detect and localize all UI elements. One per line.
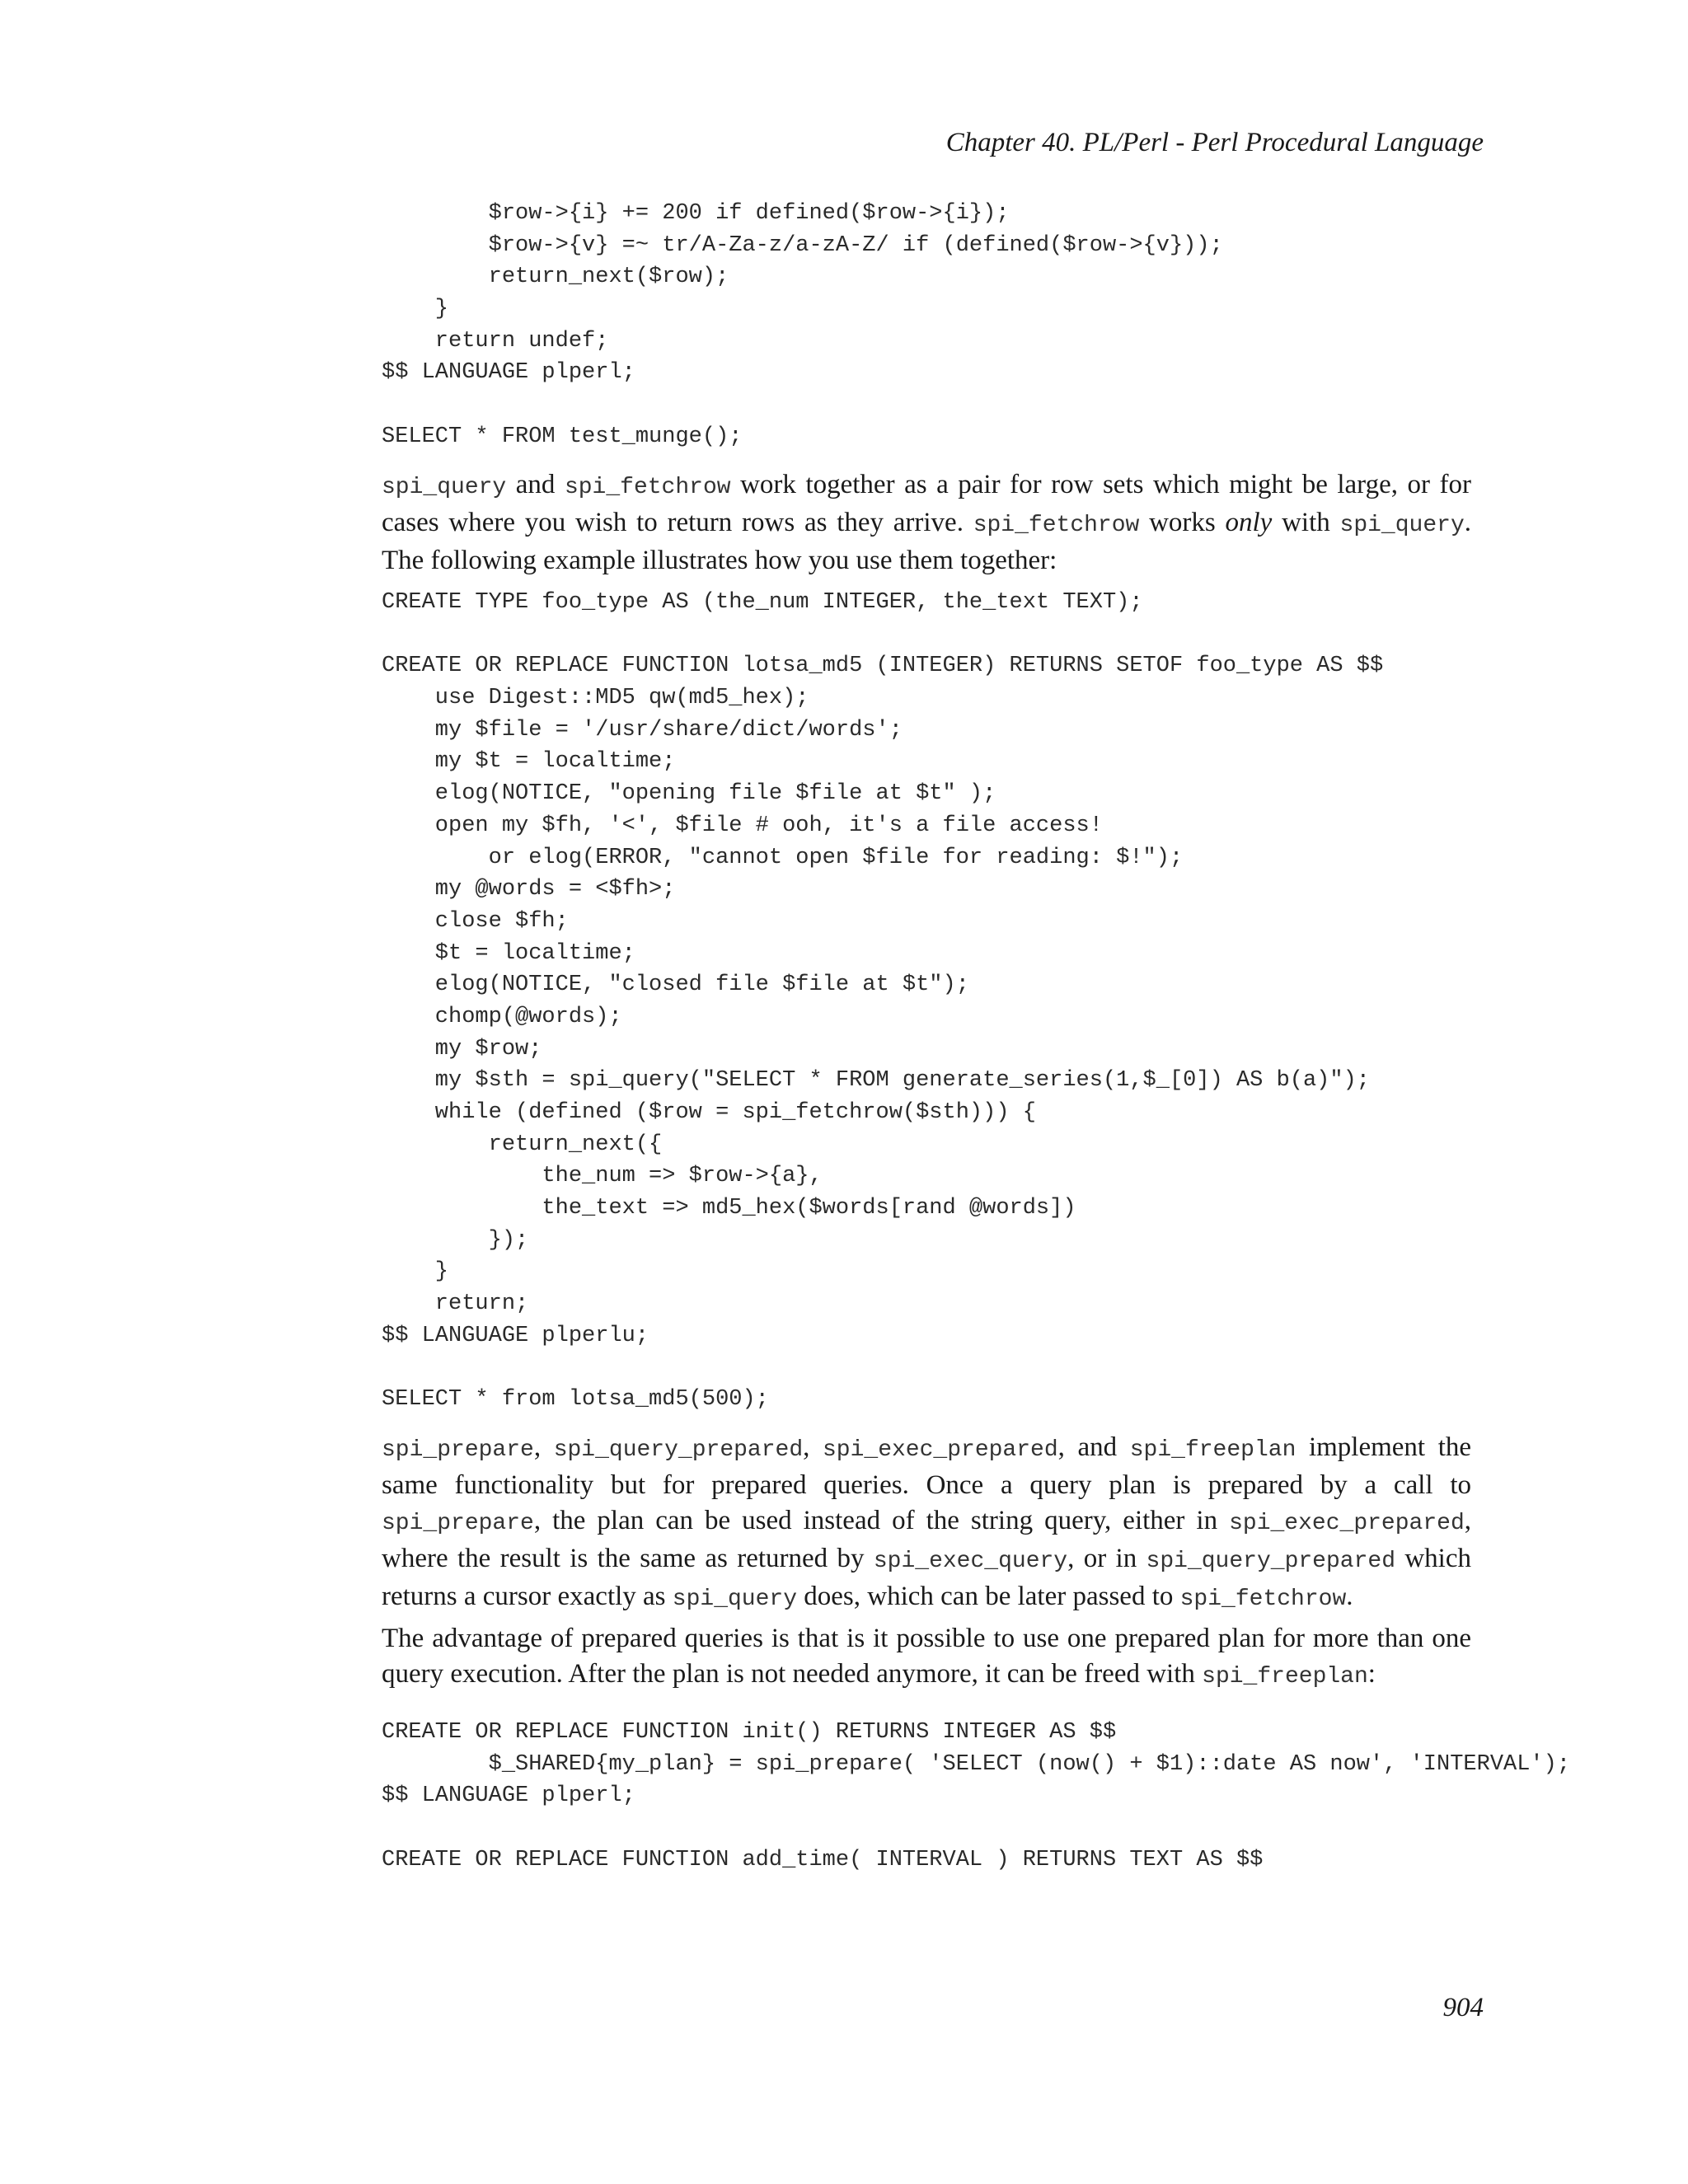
inline-code: spi_exec_query <box>873 1549 1068 1574</box>
inline-code: spi_exec_prepared <box>822 1437 1058 1463</box>
code-line: my $row; <box>382 1036 542 1062</box>
inline-code: spi_query_prepared <box>553 1437 804 1463</box>
code-block-lotsa-md5 <box>382 587 1383 1416</box>
inline-code: spi_prepare <box>382 1437 534 1463</box>
code-line <box>382 1812 1570 1844</box>
code-line: $t = localtime; <box>382 940 635 966</box>
inline-code: spi_query <box>672 1586 798 1612</box>
inline-code: spi_query_prepared <box>1146 1549 1395 1574</box>
code-line: } <box>382 297 449 322</box>
text-run: works <box>1139 508 1226 537</box>
paragraph-advantage-prepared <box>382 1621 1471 1694</box>
code-line: return undef; <box>382 328 609 354</box>
code-line: the_num => $row->{a}, <box>382 1164 823 1189</box>
code-line: elog(NOTICE, "closed file $file at $t"); <box>382 972 969 998</box>
text-run: The advantage of prepared queries is that is it possible to use one prepared plan for more than one query execution. After the plan is not needed anymore, it can be freed with <box>382 1624 1471 1689</box>
text-run: , or in <box>1067 1544 1146 1573</box>
text-run: which returns a cursor exactly as <box>382 1544 1471 1611</box>
inline-code: spi_freeplan <box>1202 1664 1368 1690</box>
code-line: my @words = <$fh>; <box>382 877 676 902</box>
inline-code: spi_fetchrow <box>564 475 731 500</box>
code-line <box>382 619 1383 651</box>
code-line: or elog(ERROR, "cannot open $file for reading: $!"); <box>382 845 1184 870</box>
code-line: $$ LANGUAGE plperl; <box>382 360 635 386</box>
inline-code: spi_fetchrow <box>1179 1586 1347 1612</box>
text-run: , the plan can be used instead of the string query, either in <box>533 1506 1230 1535</box>
code-line: $row->{v} =~ tr/A-Za-z/a-zA-Z/ if (defined($row->{v})); <box>382 232 1223 258</box>
code-block-test-munge-end <box>382 198 1223 453</box>
code-line: $$ LANGUAGE plperlu; <box>382 1323 649 1348</box>
code-line: $$ LANGUAGE plperl; <box>382 1783 635 1809</box>
code-line: elog(NOTICE, "opening file $file at $t" ); <box>382 781 996 807</box>
text-run: work together as a pair for row sets which might be large, or for cases where you wish to return rows as they arrive. <box>382 470 1471 537</box>
text-run: , where the result is the same as returned by <box>382 1506 1471 1573</box>
text-run: , and <box>1057 1432 1130 1462</box>
text-run: : <box>1367 1659 1376 1689</box>
text-run: . The following example illustrates how you use them together: <box>382 508 1471 575</box>
code-line: } <box>382 1259 449 1285</box>
code-block-init-add-time <box>382 1717 1570 1876</box>
emphasis: only <box>1225 508 1273 537</box>
paragraph-prepared-queries <box>382 1430 1471 1617</box>
text-run: with <box>1272 508 1340 537</box>
text-run: , <box>803 1432 823 1462</box>
code-line: chomp(@words); <box>382 1004 622 1029</box>
inline-code: spi_fetchrow <box>973 513 1140 538</box>
code-line: my $file = '/usr/share/dict/words'; <box>382 717 903 743</box>
inline-code: spi_prepare <box>382 1511 534 1536</box>
running-header: Chapter 40. PL/Perl - Perl Procedural Language <box>945 128 1484 157</box>
paragraph-spi-query-fetchrow <box>382 467 1471 579</box>
text-run: implement the same functionality but for prepared queries. Once a query plan is prepared by a call to <box>382 1432 1472 1500</box>
code-line: use Digest::MD5 qw(md5_hex); <box>382 686 809 711</box>
code-line: return_next({ <box>382 1132 663 1157</box>
inline-code: spi_freeplan <box>1129 1437 1296 1463</box>
code-line: SELECT * from lotsa_md5(500); <box>382 1387 769 1413</box>
code-line: CREATE OR REPLACE FUNCTION add_time( INTERVAL ) RETURNS TEXT AS $$ <box>382 1847 1264 1872</box>
code-line: my $t = localtime; <box>382 749 676 775</box>
page-number: 904 <box>1442 1993 1484 2022</box>
code-line: CREATE OR REPLACE FUNCTION lotsa_md5 (INTEGER) RETURNS SETOF foo_type AS $$ <box>382 654 1384 679</box>
code-line: open my $fh, '<', $file # ooh, it's a file access! <box>382 813 1103 838</box>
code-line <box>382 1352 1383 1385</box>
inline-code: spi_query <box>1339 513 1465 538</box>
code-line: }); <box>382 1227 529 1253</box>
text-run: does, which can be later passed to <box>797 1582 1180 1611</box>
code-line: $_SHARED{my_plan} = spi_prepare( 'SELECT (now() + $1)::date AS now', 'INTERVAL'); <box>382 1751 1571 1777</box>
code-line: close $fh; <box>382 908 569 934</box>
code-line: CREATE TYPE foo_type AS (the_num INTEGER, the_text TEXT); <box>382 590 1143 615</box>
code-line: return; <box>382 1291 529 1317</box>
code-line: the_text => md5_hex($words[rand @words]) <box>382 1196 1076 1221</box>
code-line: CREATE OR REPLACE FUNCTION init() RETURNS INTEGER AS $$ <box>382 1720 1117 1745</box>
text-run: and <box>506 470 565 499</box>
code-line: my $sth = spi_query("SELECT * FROM generate_series(1,$_[0]) AS b(a)"); <box>382 1068 1370 1094</box>
code-line <box>382 389 1223 421</box>
text-run: , <box>533 1432 554 1462</box>
inline-code: spi_exec_prepared <box>1229 1511 1465 1536</box>
code-line: $row->{i} += 200 if defined($row->{i}); <box>382 201 1010 226</box>
code-line: while (defined ($row = spi_fetchrow($sth))) { <box>382 1100 1036 1125</box>
text-run: . <box>1346 1582 1353 1611</box>
code-line: return_next($row); <box>382 265 729 290</box>
code-line: SELECT * FROM test_munge(); <box>382 424 743 449</box>
inline-code: spi_query <box>382 475 507 500</box>
